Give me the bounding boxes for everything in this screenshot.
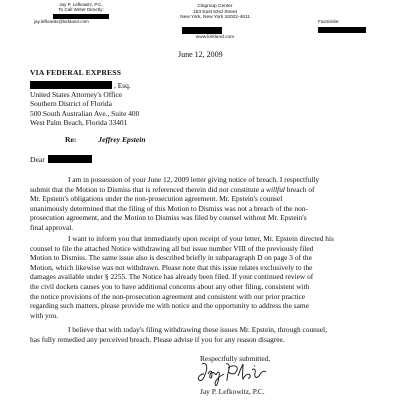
recipient-office: United States Attorney's Office	[30, 90, 123, 100]
firm-website: www.kirkland.com	[195, 34, 235, 40]
redacted-main-phone	[182, 27, 222, 34]
re-line	[65, 135, 146, 144]
city-line: New York, New York 10022-4611	[180, 15, 250, 21]
facsimile-label: Facsimile:	[318, 20, 340, 25]
paragraph-line: regarding such matters, please provide me with notice and the opportunity to address the same	[30, 301, 309, 311]
letterhead-fax	[318, 20, 388, 33]
sender-email: jay.lefkowitz@kirkland.com	[34, 18, 89, 24]
paragraph-line: prosecution agreement, and the Motion to Dismiss was filed by counsel without Mr. Epstein's	[30, 213, 307, 223]
paragraph-line: has fully remedied any perceived breach. Please advise if you for any reason disagree.	[30, 334, 285, 344]
re-label: Re:	[65, 135, 77, 144]
paragraph-3	[30, 325, 372, 344]
paragraph-line: Mr. Epstein's obligations under the non-prosecution agreement. Mr. Epstein's counsel	[30, 194, 283, 204]
building-name: Citigroup Center	[197, 4, 233, 9]
esq-suffix: , Esq.	[114, 81, 131, 90]
recipient-district: Southern District of Florida	[30, 99, 112, 109]
letterhead-firm-address	[160, 4, 270, 40]
recipient-address	[30, 81, 139, 127]
paragraph-line: I want to inform you that immediately upon receipt of your letter, Mr. Epstein directed his	[68, 234, 334, 243]
sender-name: Jay P. Lefkowitz, P.C.	[59, 2, 103, 7]
paragraph-line: the notice provisions of the non-prosecution agreement and consistent with our prior practice	[30, 291, 306, 301]
paragraph-line: submit that the Motion to Dismiss that is referenced therein did not constitute a willful breach of	[30, 184, 315, 194]
delivery-method: VIA FEDERAL EXPRESS	[30, 68, 122, 77]
paragraph-1	[30, 175, 372, 233]
street-address: 153 East 53rd Street	[193, 9, 237, 15]
paragraph-line: unanimously determined that the filing of this Motion to Dismiss was not a breach of the non-	[30, 203, 308, 213]
paragraph-line: Motion, which likewise was not withdrawn. Please note that this issue relates exclusively to the	[30, 262, 313, 272]
paragraph-line: the civil dockets causes you to have additional concerns about any other filing, consistent with	[30, 281, 310, 291]
recipient-street: 500 South Australian Ave., Suite 400	[30, 108, 140, 118]
letter-date: June 12, 2009	[178, 50, 223, 59]
closing: Respectfully submitted,	[200, 354, 271, 363]
paragraph-line: I am in possession of your June 12, 2009 letter giving notice of breach. I respectfully	[68, 175, 320, 184]
direct-dial-label: To Call Writer Directly:	[58, 7, 104, 13]
paragraph-line: I believe that with today's filing withdrawing these issues Mr. Epstein, through counsel,	[68, 325, 327, 334]
recipient-city: West Palm Beach, Florida 33401	[30, 117, 128, 127]
salutation	[30, 155, 92, 164]
paragraph-line: counsel to file the attached Notice withdrawing all but issue number VIII of the previously filed	[30, 243, 314, 253]
salutation-word: Dear	[30, 155, 45, 164]
paragraph-line: with you.	[30, 310, 58, 320]
letterhead-sender	[36, 2, 126, 24]
paragraph-line: damages available under § 2255. The Notice has already been filed. If your continued review of	[30, 272, 314, 282]
redacted-fax	[318, 27, 366, 33]
redacted-salutation-name	[48, 155, 92, 163]
redacted-recipient-name	[30, 81, 112, 89]
recipient-name-line	[30, 81, 139, 90]
paragraph-2	[30, 234, 372, 320]
re-subject: Jeffrey Epstein	[98, 135, 146, 144]
handwritten-signature	[196, 360, 276, 390]
paragraph-line: final approval.	[30, 222, 74, 232]
signer-name: Jay P. Lefkowitz, P.C.	[200, 387, 265, 396]
paragraph-line: Motion to Dismiss. The same issue also is described briefly in subparagraph D on page 3 of the	[30, 253, 312, 263]
